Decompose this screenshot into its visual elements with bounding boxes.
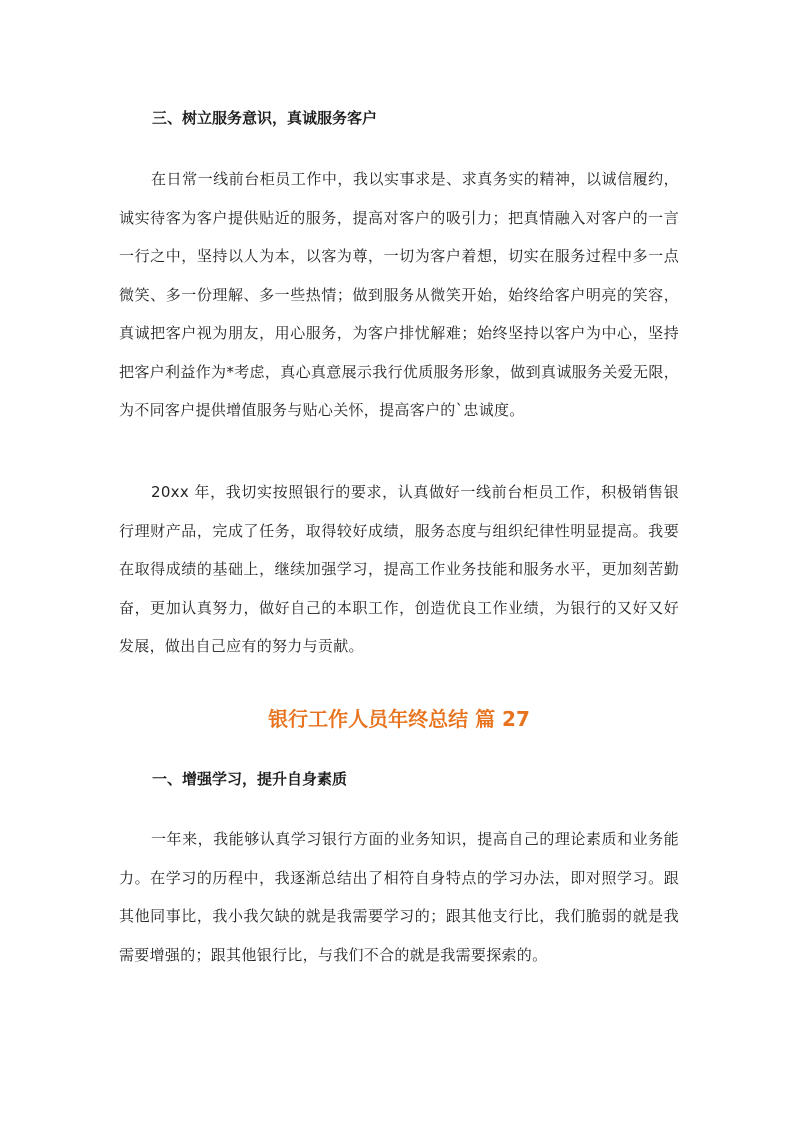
paragraph-annual-summary: 20xx 年，我切实按照银行的要求，认真做好一线前台柜员工作，积极销售银行理财产品，完成了任务，取得较好成绩，服务态度与组织纪律性明显提高。我要在取得成绩的基础上，继续加强学习，提高工作业务技能和服务水平，更加刻苦勤奋，更加认真努力，做好自己的本职工作，创造优良工作业绩，为银行的又好又好发展，做出自己应有的努力与贡献。 [119, 483, 679, 655]
article-title: 银行工作人员年终总结 篇 27 [268, 707, 530, 731]
paragraph-service-commitment: 在日常一线前台柜员工作中，我以实事求是、求真务实的精神，以诚信履约，诚实待客为客户提供贴近的服务，提高对客户的吸引力；把真情融入对客户的一言一行之中，坚持以人为本，以客为尊，一切为客户着想，切实在服务过程中多一点微笑、多一份理解、多一些热情；做到服务从微笑开始，始终给客户明亮的笑容，真诚把客户视为朋友，用心服务，为客户排忧解难；始终坚持以客户为中心，坚持把客户利益作为*考虑，真心真意展示我行优质服务形象，做到真诚服务关爱无限，为不同客户提供增值服务与贴心关怀，提高客户的`忠诚度。 [119, 170, 679, 419]
section-heading-learning: 一、增强学习，提升自身素质 [152, 770, 348, 788]
paragraph-learning: 一年来，我能够认真学习银行方面的业务知识，提高自己的理论素质和业务能力。在学习的历程中，我逐渐总结出了相符自身特点的学习办法，即对照学习。跟其他同事比，我小我欠缺的就是我需要学习的；跟其他支行比，我们脆弱的就是我需要增强的；跟其他银行比，与我们不合的就是我需要探索的。 [119, 830, 679, 964]
section-heading-service: 三、树立服务意识，真诚服务客户 [152, 109, 378, 127]
